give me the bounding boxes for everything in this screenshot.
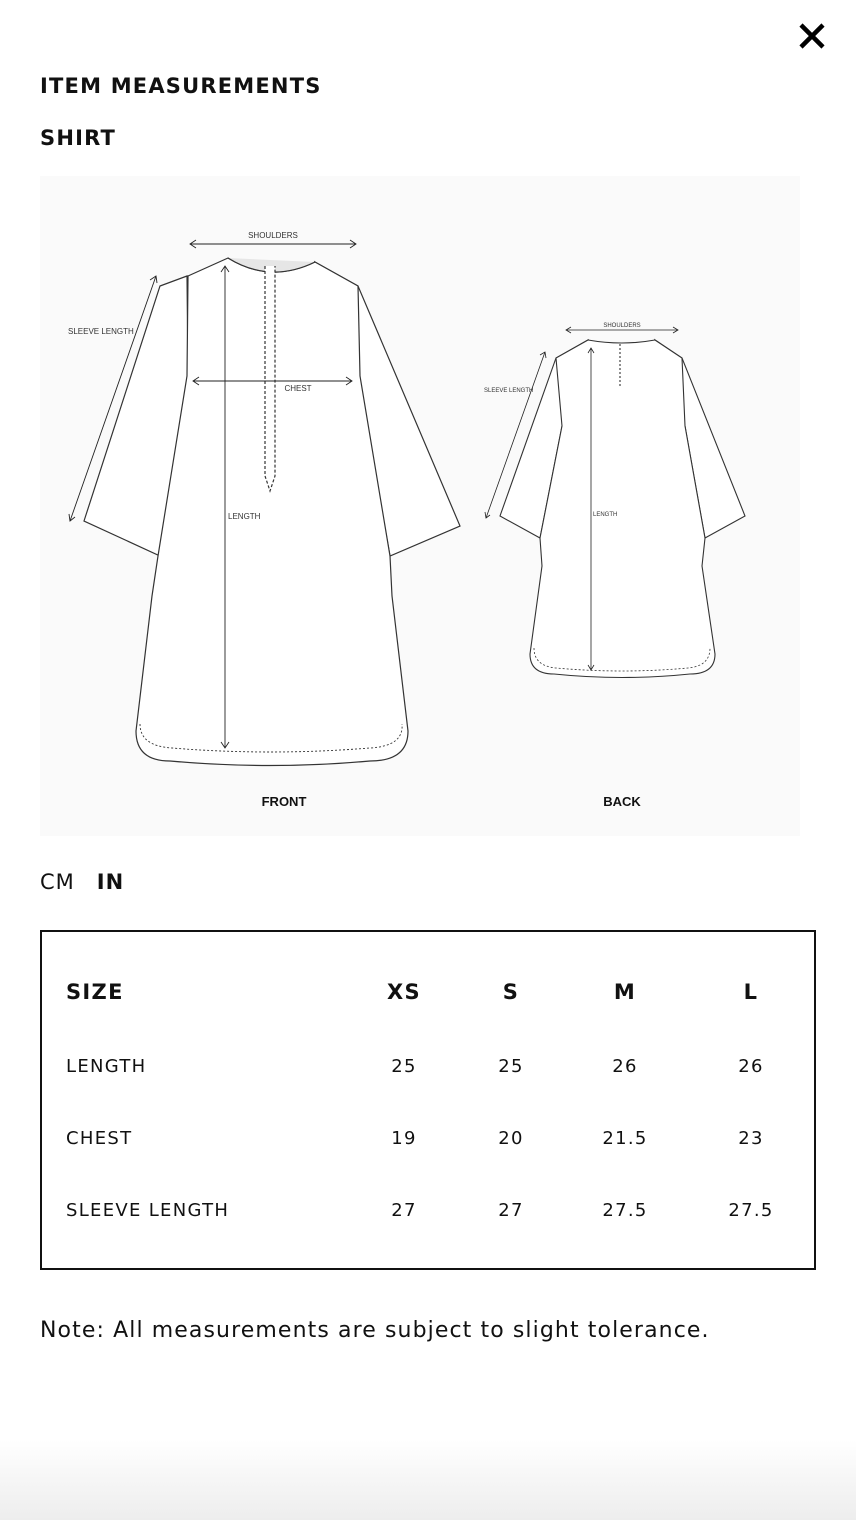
front-caption: FRONT	[261, 794, 307, 809]
bottom-fade	[0, 1440, 856, 1520]
garment-subtitle: SHIRT	[40, 126, 117, 150]
table-cell: 27	[498, 1200, 524, 1221]
table-cell: 21.5	[602, 1128, 648, 1149]
table-header-cell: SIZE	[66, 980, 124, 1004]
table-cell: 25	[498, 1056, 524, 1077]
table-cell: 23	[738, 1128, 764, 1149]
table-row	[42, 1124, 814, 1154]
table-cell-label: LENGTH	[66, 1056, 147, 1077]
front-chest-label: CHEST	[284, 384, 312, 393]
table-cell: 27.5	[602, 1200, 648, 1221]
table-header-cell: L	[743, 980, 759, 1004]
table-header-cell: S	[502, 980, 520, 1004]
table-cell: 26	[738, 1056, 764, 1077]
table-cell: 26	[612, 1056, 638, 1077]
unit-toggle	[40, 870, 124, 894]
table-cell-label: CHEST	[66, 1128, 133, 1149]
unit-cm-option[interactable]: CM	[40, 870, 75, 894]
front-length-label: LENGTH	[228, 512, 261, 521]
front-placket	[265, 266, 275, 491]
unit-in-option[interactable]: IN	[96, 870, 125, 894]
table-header-cell: M	[613, 980, 637, 1004]
back-shoulders-label: SHOULDERS	[603, 323, 641, 329]
close-button[interactable]	[794, 18, 830, 54]
back-sleeve-label: SLEEVE LENGTH	[484, 388, 534, 394]
table-row	[42, 1052, 814, 1082]
table-cell: 25	[391, 1056, 417, 1077]
table-cell-label: SLEEVE LENGTH	[66, 1200, 230, 1221]
table-cell: 27.5	[728, 1200, 774, 1221]
front-shoulders-label: SHOULDERS	[248, 231, 298, 240]
close-icon	[794, 18, 830, 54]
front-sleeve-label: SLEEVE LENGTH	[68, 327, 134, 336]
back-caption: BACK	[603, 794, 641, 809]
tolerance-note: Note: All measurements are subject to slight tolerance.	[40, 1318, 710, 1343]
table-cell: 19	[391, 1128, 417, 1149]
table-header-cell: XS	[387, 980, 421, 1004]
page-title: ITEM MEASUREMENTS	[40, 74, 322, 98]
table-header-row	[42, 977, 814, 1007]
size-table	[40, 930, 816, 1270]
table-cell: 27	[391, 1200, 417, 1221]
table-cell: 20	[498, 1128, 524, 1149]
table-row	[42, 1196, 814, 1226]
measurement-diagram	[40, 176, 800, 836]
back-length-label: LENGTH	[593, 512, 618, 518]
